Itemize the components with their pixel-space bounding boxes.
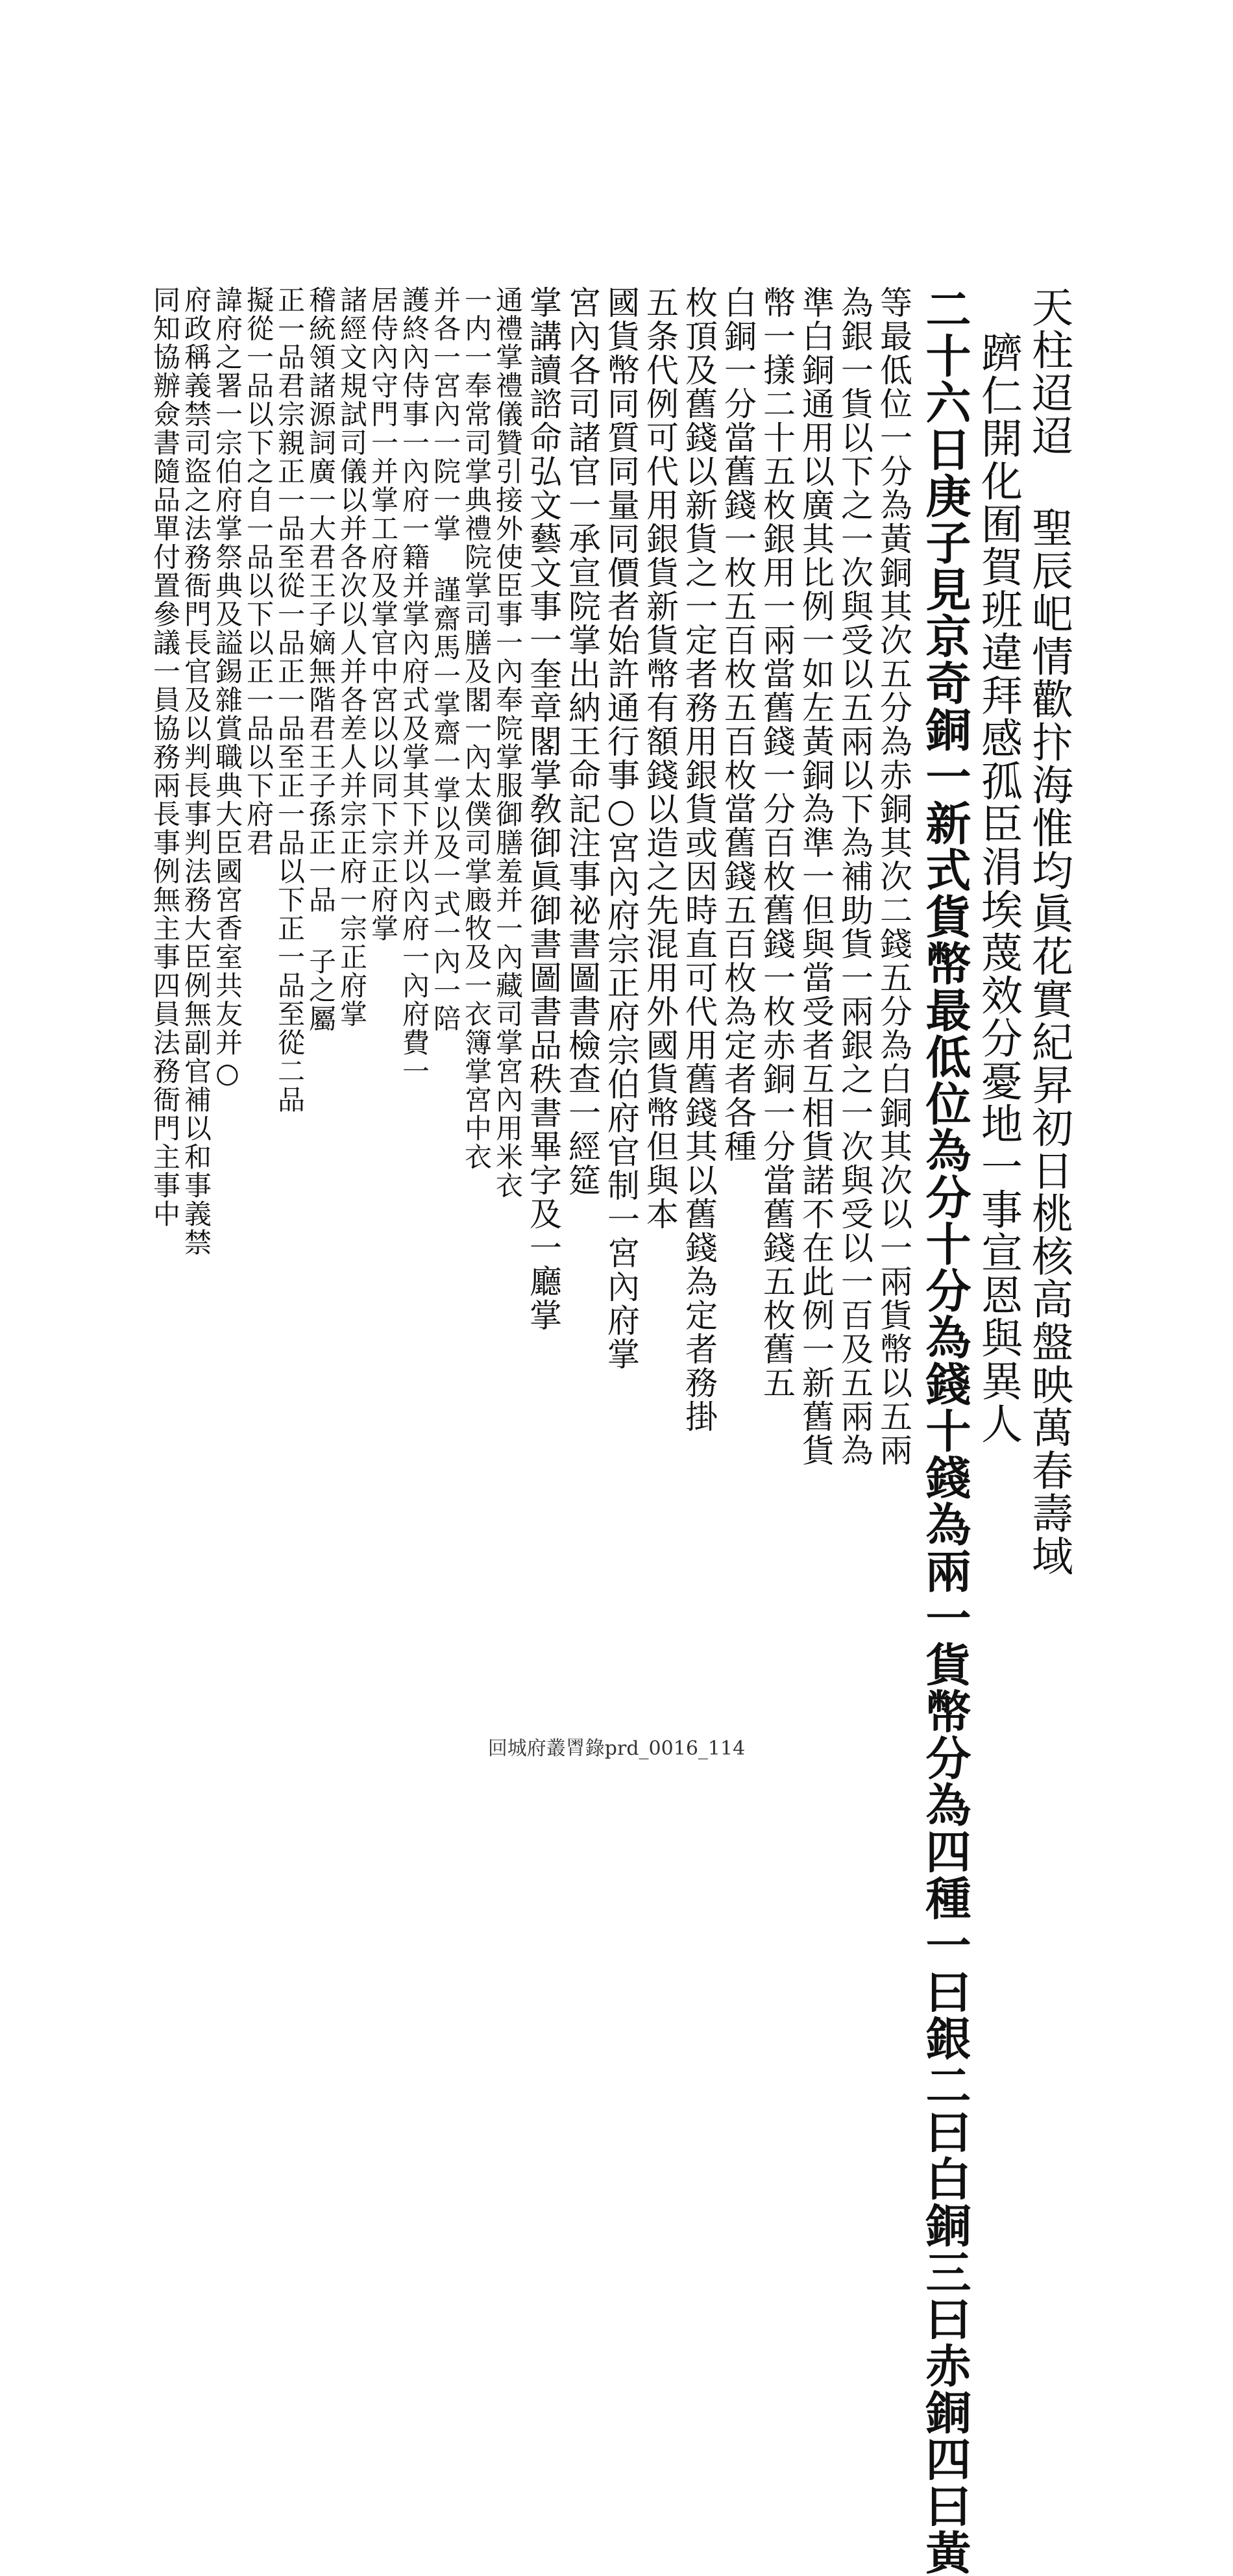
manuscript-column: 為銀一貨以下之一次與受以五兩以下為補助貨一兩銀之一次與受以一百及五兩為 [836,286,873,1467]
manuscript-column: 宮內各司諸官一承宣院掌出納王命記注事祕書圖書檢查一經筵 [563,286,601,1197]
manuscript-column: 五条代例可代用銀貨新貨幣有額錢以造之先混用外國貨幣但與本 [641,286,679,1231]
manuscript-column: 諱府之署一宗伯府掌祭典及謚錫雜賞職典大臣國宮香室共友并○ [212,286,243,1090]
manuscript-column: 正一品君宗親正一品至從一品正一品至正一品以下正一品至從二品 [274,286,306,1114]
manuscript-column: 府政稱義禁司盜之法務衙門長官及以判長事判法務大臣例無副官補以和事義禁 [180,286,212,1257]
manuscript-column: 諸經文規試司儀以并各次以人并各差人并宗正府一宗正府掌 [336,286,368,1028]
manuscript-column: 國貨幣同質同量同價者始許通行事○宮內府宗正府宗伯府官制一宮內府掌 [602,286,640,1371]
manuscript-column: 并各一宮內一院一掌 謹齋馬一掌齋一掌以及一式一內一陪 [430,286,461,1033]
page-caption: 回城府叢𣍸錄prd_0016_114 [487,1737,746,1760]
manuscript-column: 通禮掌禮儀贊引接外使臣事一內奉院掌服御膳羞并一內藏司掌宮內用米衣 [492,286,524,1200]
manuscript-column: 躋仁開化囿賀班違拜感孤臣涓埃蔑效分憂地一事宣恩與異人 [974,331,1022,1445]
manuscript-column: 擬從一品以下之自一品以下以正一品以下府君 [243,286,275,857]
manuscript-column: 等最低位一分為黃銅其次五分為赤銅其次二錢五分為白銅其次以一兩貨幣以五兩 [875,286,912,1467]
manuscript-column: 掌講讀諮命弘文藝文事一奎章閣掌敎御眞御書圖書品秩書畢字及一廳掌 [524,286,562,1332]
manuscript-column: 二十六日庚子見京奇銅一新式貨幣最低位為分十分為錢十錢為兩一貨幣分為四種一曰銀二曰白銅三曰赤銅四曰黃 [918,286,972,2576]
manuscript-column: 護終內侍事一內府一籍并掌內府式及掌其下并以內府一內府費一 [398,286,430,1085]
manuscript-column: 居侍內守門一并掌工府及掌官中宮以以同下宗正府掌 [367,286,399,943]
manuscript-column: 準白銅通用以廣其比例一如左黃銅為準一但與當受者互相貨諾不在此例一新舊貨 [797,286,835,1467]
manuscript-column: 枚頂及舊錢以新貨之一定者務用銀貨或因時直可代用舊錢其以舊錢為定者務掛 [680,286,718,1433]
manuscript-column: 幣一㨾二十五枚銀用一兩當舊錢一分百枚舊錢一枚赤銅一分當舊錢五枚舊五 [758,286,796,1400]
manuscript-column: 同知協辦僉書隨品單付置參議一員協務兩長事例無主事四員法務衙門主事中 [149,286,181,1228]
manuscript-column: 白銅一分當舊錢一枚五百枚五百枚當舊錢五百枚為定者各種 [719,286,757,1163]
manuscript-column: 稽統領諸源詞廣一大君王子嫡無階君王子孫正一品 子之屬 [305,286,337,1033]
manuscript-column: 天柱迢迢 聖辰𡵆情歡抃海惟均眞花實紀昇初日桃核高盤映萬春壽域 [1025,286,1073,1578]
manuscript-column: 一内一奉常司掌典禮院掌司膳及閣一內太僕司掌廄牧及一衣簿掌宮中衣 [461,286,493,1171]
